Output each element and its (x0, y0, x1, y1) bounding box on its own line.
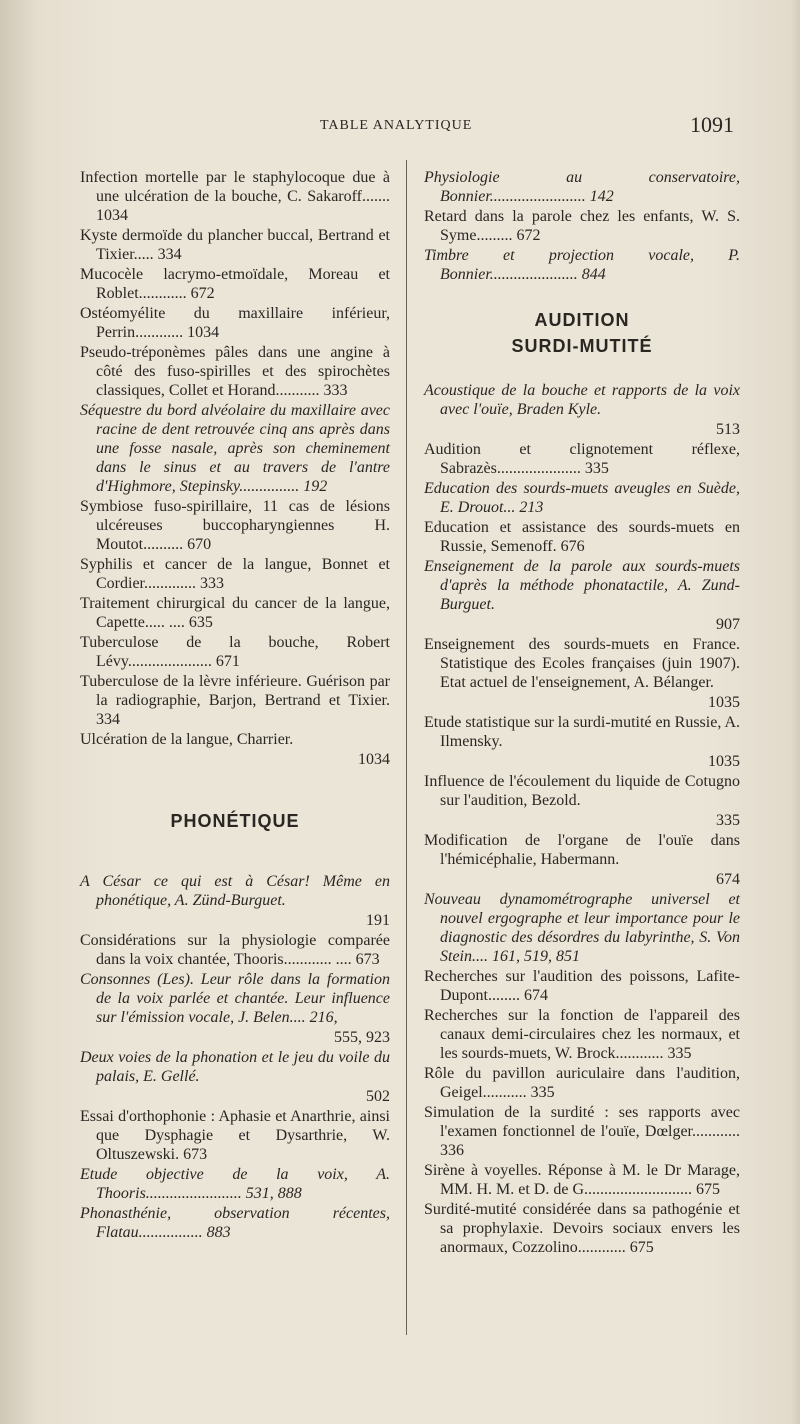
entry-text: Etude statistique sur la surdi-mutité en Russie, A. Ilmensky. (424, 714, 740, 750)
index-entry (424, 479, 740, 517)
index-entry (80, 343, 390, 400)
entry-text: Mucocèle lacrymo-etmoïdale, Moreau et Roblet............ 672 (80, 266, 390, 302)
index-entry (424, 440, 740, 478)
entry-text: Timbre et projection vocale, P. Bonnier...................... 844 (424, 247, 740, 283)
index-entry (80, 1048, 390, 1086)
section-heading-audition: AUDITION (534, 310, 630, 330)
entry-text: Surdité-mutité considérée dans sa pathogénie et sa prophylaxie. Devoirs sociaux envers les anormaux, Cozzolino............ 675 (424, 1201, 740, 1256)
entry-text: Infection mortelle par le staphylocoque due à une ulcération de la bouche, C. Sakaroff....... 1034 (80, 169, 390, 224)
index-entry (424, 967, 740, 1005)
page-reference: 502 (366, 1088, 390, 1105)
entry-text: Education des sourds-muets aveugles en Suède, E. Drouot... 213 (424, 480, 740, 516)
index-entry (80, 672, 390, 729)
entry-text: Enseignement des sourds-muets en France. Statistique des Ecoles françaises (juin 1907). Etat actuel de l'enseignement, A. Bélanger. (424, 636, 740, 691)
entry-text: Séquestre du bord alvéolaire du maxillaire avec racine de dent retrouvée cinq ans après dans une fosse nasale, après son cheminement dans le sinus et au travers de l'antre d'Highmore, Stepinsky............... 192 (80, 402, 390, 495)
entry-text: Consonnes (Les). Leur rôle dans la formation de la voix parlée et chantée. Leur influence sur l'émission vocale, J. Belen.... 216, (80, 971, 390, 1026)
left-entries-b (80, 872, 390, 1242)
index-entry (424, 772, 740, 810)
index-entry (80, 931, 390, 969)
page-reference: 335 (716, 812, 740, 829)
page-number: 1091 (690, 112, 734, 137)
entry-text: A César ce qui est à César! Même en phonétique, A. Zünd-Burguet. (80, 873, 390, 909)
page-reference: 674 (716, 871, 740, 888)
index-entry (80, 497, 390, 554)
index-entry (80, 872, 390, 910)
index-entry (424, 1161, 740, 1199)
index-entry (424, 207, 740, 245)
entry-text: Pseudo-tréponèmes pâles dans une angine à côté des fuso-spirilles et des spirochètes classiques, Collet et Horand........... 333 (80, 344, 390, 399)
right-column (424, 168, 740, 1258)
index-entry (80, 1204, 390, 1242)
entry-text: Tuberculose de la lèvre inférieure. Guérison par la radiographie, Barjon, Bertrand et Tixier. 334 (80, 673, 390, 728)
entry-text: Ostéomyélite du maxillaire inférieur, Perrin............ 1034 (80, 305, 390, 341)
entry-text: Sirène à voyelles. Réponse à M. le Dr Marage, MM. H. M. et D. de G........................... 675 (424, 1162, 740, 1198)
entry-text: Symbiose fuso-spirillaire, 11 cas de lésions ulcéreuses buccopharyngiennes H. Moutot.......... 670 (80, 498, 390, 553)
index-entry (424, 635, 740, 692)
entry-text: Recherches sur la fonction de l'appareil des canaux demi-circulaires chez les normaux, et les sourds-muets, W. Brock............ 335 (424, 1007, 740, 1062)
entry-text: Recherches sur l'audition des poissons, Lafite-Dupont........ 674 (424, 968, 740, 1004)
index-entry (80, 226, 390, 264)
entry-text: Considérations sur la physiologie comparée dans la voix chantée, Thooris............ .... 673 (80, 932, 390, 968)
entry-text: Rôle du pavillon auriculaire dans l'audition, Geigel........... 335 (424, 1065, 740, 1101)
index-entry (424, 168, 740, 206)
entry-text: Phonasthénie, observation récentes, Flatau................ 883 (80, 1205, 390, 1241)
index-entry (80, 265, 390, 303)
index-entry (80, 730, 390, 749)
index-entry (80, 1165, 390, 1203)
page-reference: 907 (716, 616, 740, 633)
page-reference: 555, 923 (334, 1029, 390, 1046)
entry-text: Education et assistance des sourds-muets en Russie, Semenoff. 676 (424, 519, 740, 555)
index-entry (80, 304, 390, 342)
page-reference: 191 (366, 912, 390, 929)
index-entry (80, 401, 390, 496)
entry-text: Traitement chirurgical du cancer de la langue, Capette..... .... 635 (80, 595, 390, 631)
index-entry (424, 246, 740, 284)
index-entry (424, 831, 740, 869)
index-entry (424, 1064, 740, 1102)
page-reference: 513 (716, 421, 740, 438)
index-entry (424, 1006, 740, 1063)
left-entries-a (80, 168, 390, 769)
index-entry (80, 633, 390, 671)
entry-text: Acoustique de la bouche et rapports de la voix avec l'ouïe, Braden Kyle. (424, 382, 740, 418)
entry-text: Deux voies de la phonation et le jeu du voile du palais, E. Gellé. (80, 1049, 390, 1085)
entry-text: Essai d'orthophonie : Aphasie et Anarthrie, ainsi que Dysphagie et Dysarthrie, W. Oltuszewski. 673 (80, 1108, 390, 1163)
entry-text: Kyste dermoïde du plancher buccal, Bertrand et Tixier..... 334 (80, 227, 390, 263)
entry-text: Etude objective de la voix, A. Thooris........................ 531, 888 (80, 1166, 390, 1202)
section-heading-phonetique: PHONÉTIQUE (170, 811, 300, 831)
running-title: TABLE ANALYTIQUE (320, 118, 473, 133)
right-entries-a (424, 168, 740, 284)
section-heading-surdi-mutite: SURDI-MUTITÉ (511, 336, 653, 356)
entry-text: Nouveau dynamométrographe universel et nouvel ergographe et leur importance pour le diagnostic des désordres du labyrinthe, S. Von Stein.... 161, 519, 851 (424, 891, 740, 965)
page-reference: 1035 (708, 694, 740, 711)
entry-text: Influence de l'écoulement du liquide de Cotugno sur l'audition, Bezold. (424, 773, 740, 809)
entry-text: Syphilis et cancer de la langue, Bonnet et Cordier............. 333 (80, 556, 390, 592)
index-entry (424, 381, 740, 419)
index-entry (424, 890, 740, 966)
column-divider (406, 160, 407, 1335)
page-reference: 1034 (358, 751, 390, 768)
index-entry (80, 594, 390, 632)
index-entry (80, 555, 390, 593)
entry-text: Enseignement de la parole aux sourds-muets d'après la méthode phonatactile, A. Zund-Burguet. (424, 558, 740, 613)
index-entry (424, 1200, 740, 1257)
index-entry (424, 518, 740, 556)
left-column (80, 168, 390, 1243)
index-entry (424, 1103, 740, 1160)
index-entry (424, 713, 740, 751)
index-entry (80, 168, 390, 225)
index-entry (80, 970, 390, 1027)
right-entries-b (424, 381, 740, 1257)
entry-text: Modification de l'organe de l'ouïe dans l'hémicéphalie, Habermann. (424, 832, 740, 868)
page-reference: 1035 (708, 753, 740, 770)
entry-text: Retard dans la parole chez les enfants, W. S. Syme......... 672 (424, 208, 740, 244)
entry-text: Simulation de la surdité : ses rapports avec l'examen fonctionnel de l'ouïe, Dœlger............ 336 (424, 1104, 740, 1159)
entry-text: Physiologie au conservatoire, Bonnier........................ 142 (424, 169, 740, 205)
entry-text: Audition et clignotement réflexe, Sabrazès..................... 335 (424, 441, 740, 477)
index-entry (424, 557, 740, 614)
entry-text: Ulcération de la langue, Charrier. (80, 731, 294, 748)
entry-text: Tuberculose de la bouche, Robert Lévy..................... 671 (80, 634, 390, 670)
index-entry (80, 1107, 390, 1164)
